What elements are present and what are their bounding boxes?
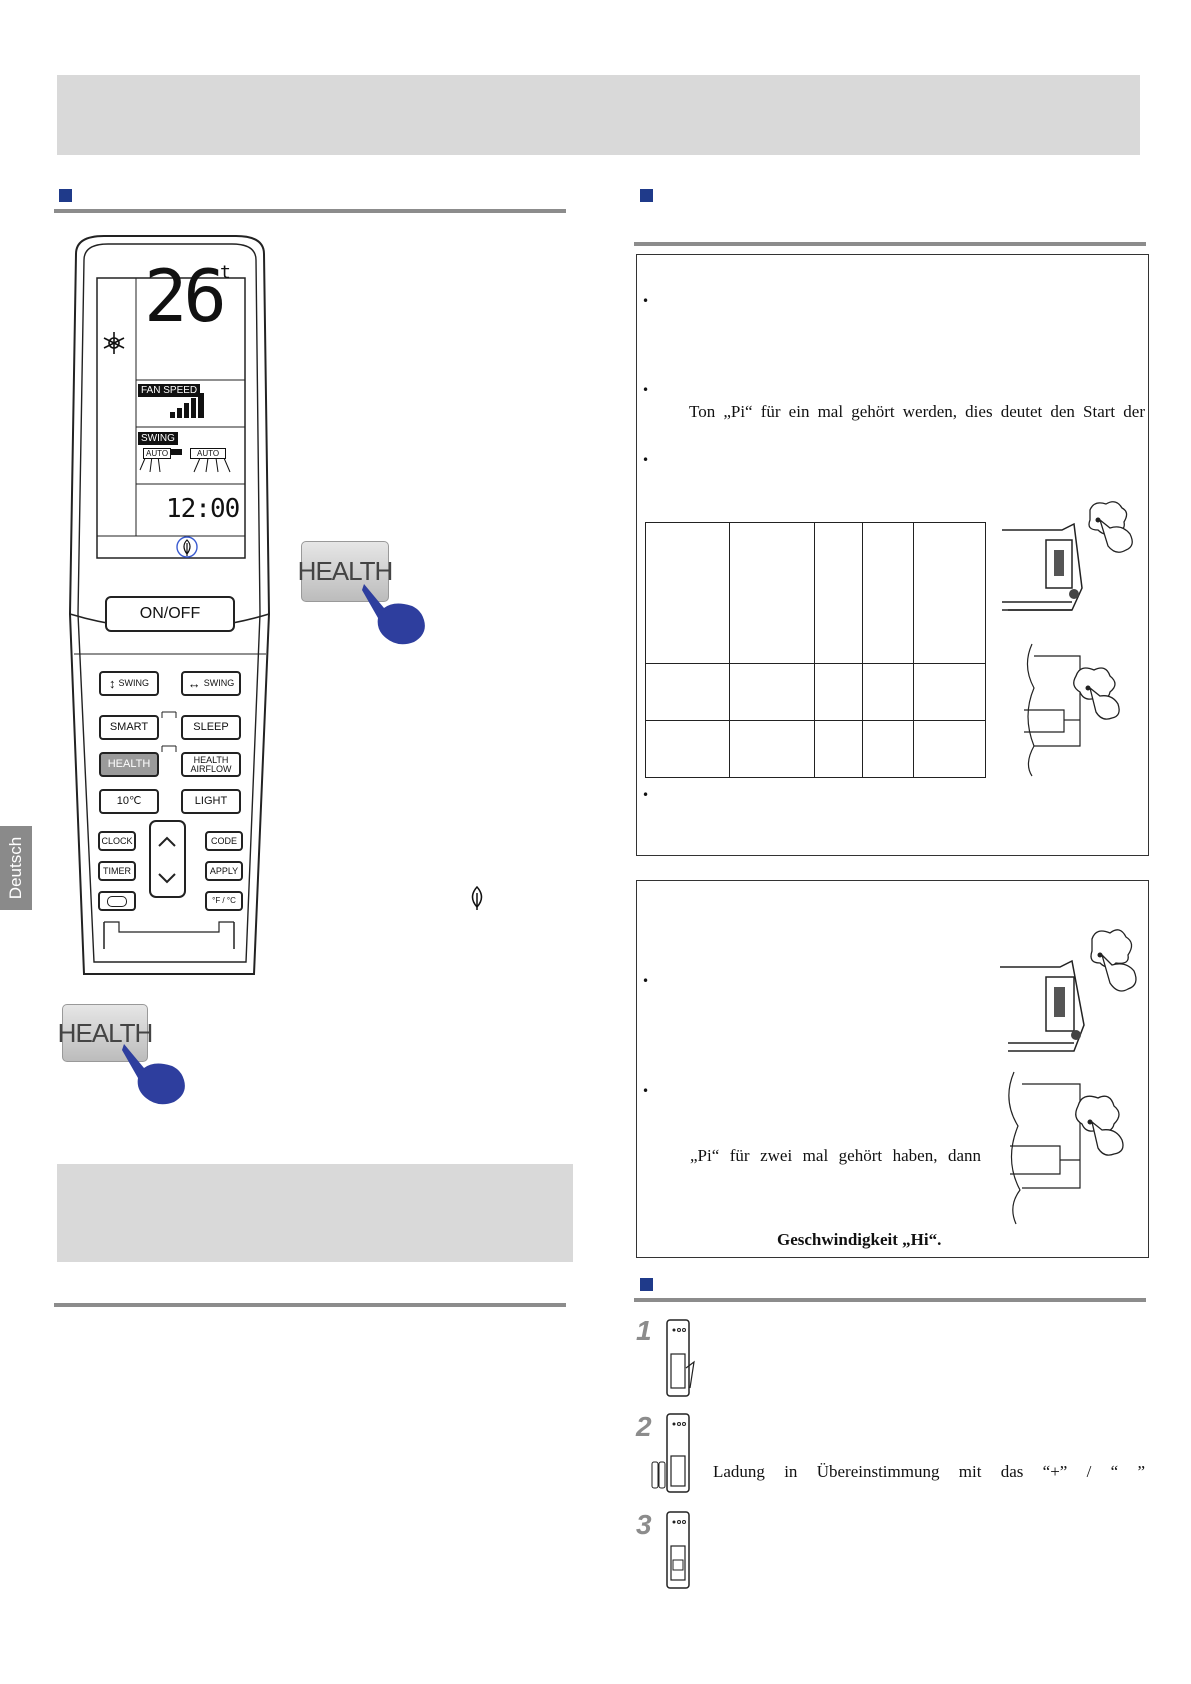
section-rule-left xyxy=(54,209,566,213)
health-airflow-button[interactable] xyxy=(181,752,241,777)
pointing-hand-icon xyxy=(362,582,430,646)
indoor-unit-side-illustration xyxy=(1000,1066,1146,1226)
section-rule-battery xyxy=(634,1298,1146,1302)
section-marker-left xyxy=(59,189,72,202)
lcd-unit: t xyxy=(220,262,231,283)
table-cell xyxy=(863,664,914,721)
oval-icon xyxy=(107,896,127,907)
swing-horizontal-button[interactable]: ↔ SWING xyxy=(181,671,241,696)
emergency-table xyxy=(645,522,986,778)
table-cell xyxy=(815,721,863,778)
swing-vertical-label: SWING xyxy=(118,678,149,688)
table-cell xyxy=(914,664,986,721)
test-run-bold-text: Geschwindigkeit „Hi“. xyxy=(777,1230,942,1249)
pointing-hand-icon xyxy=(122,1042,190,1106)
temp-up-button[interactable] xyxy=(150,821,185,859)
table-cell xyxy=(863,523,914,664)
health-button[interactable]: HEALTH xyxy=(99,752,159,777)
health-key-illustration-lower: HEALTH xyxy=(62,1004,148,1062)
emergency-text: Ton „Pi“ für ein mal gehört werden, dies deutet den Start der xyxy=(689,402,1145,421)
lcd-clock: 12:00 xyxy=(166,494,240,524)
section-marker-right xyxy=(640,189,653,202)
sleep-button[interactable]: SLEEP xyxy=(181,715,241,740)
table-cell xyxy=(914,721,986,778)
code-button[interactable]: CODE xyxy=(205,831,243,851)
lcd-swing-label: SWING xyxy=(138,432,178,445)
language-tab xyxy=(0,826,32,910)
swing-vertical-button[interactable]: ↕ SWING xyxy=(99,671,159,696)
remote-battery-illustration xyxy=(648,1412,698,1494)
health-key-illustration-upper: HEALTH xyxy=(301,541,389,602)
indoor-unit-button-illustration xyxy=(1000,925,1146,1065)
smart-button[interactable]: SMART xyxy=(99,715,159,740)
lcd-temperature: 26 xyxy=(144,254,223,338)
timer-button[interactable]: TIMER xyxy=(98,861,136,881)
table-cell xyxy=(863,721,914,778)
remote-back-illustration xyxy=(664,1318,696,1398)
table-cell xyxy=(646,664,730,721)
step-number: 1 xyxy=(636,1315,652,1346)
temp-down-button[interactable] xyxy=(150,859,185,897)
indoor-unit-button-illustration xyxy=(1002,498,1138,618)
language-label: Deutsch xyxy=(6,836,25,900)
remote-back-closed-illustration xyxy=(664,1510,696,1590)
temp-unit-button[interactable]: °F / °C xyxy=(205,891,243,911)
bullet: • xyxy=(642,788,650,802)
table-cell xyxy=(815,523,863,664)
battery-step-text: Ladung in Übereinstimmung mit das “+” / “ ” xyxy=(713,1462,1145,1481)
bullet: • xyxy=(642,1084,650,1098)
step-number: 3 xyxy=(636,1509,652,1540)
mode-oval-button[interactable] xyxy=(98,891,136,911)
table-cell xyxy=(730,721,815,778)
indoor-unit-side-illustration xyxy=(1002,636,1138,778)
table-cell xyxy=(914,523,986,664)
lcd-auto-right: AUTO xyxy=(190,448,226,459)
test-run-text: „Pi“ für zwei mal gehört haben, dann xyxy=(690,1146,981,1165)
table-cell xyxy=(815,664,863,721)
clock-button[interactable]: CLOCK xyxy=(98,831,136,851)
table-cell xyxy=(646,721,730,778)
bullet: • xyxy=(642,383,650,397)
lcd-auto-left: AUTO xyxy=(143,448,171,459)
table-cell xyxy=(730,664,815,721)
on-off-button[interactable]: ON/OFF xyxy=(105,596,235,632)
health-leaf-icon xyxy=(467,885,487,911)
section-rule-left-lower xyxy=(54,1303,566,1307)
table-cell xyxy=(730,523,815,664)
lcd-fan-speed-label: FAN SPEED xyxy=(138,384,200,397)
section-rule-right xyxy=(634,242,1146,246)
step-number: 2 xyxy=(636,1411,652,1442)
apply-button[interactable]: APPLY xyxy=(205,861,243,881)
remote-control xyxy=(64,234,276,980)
bullet: • xyxy=(642,453,650,467)
health-airflow-line1: HEALTH xyxy=(193,754,229,765)
swing-horizontal-label: SWING xyxy=(203,678,235,688)
header-band xyxy=(57,75,1140,155)
note-band xyxy=(57,1164,573,1262)
health-airflow-line2: AIRFLOW xyxy=(190,763,232,774)
ten-degree-button[interactable]: 10℃ xyxy=(99,789,159,814)
bullet: • xyxy=(642,294,650,308)
section-marker-battery xyxy=(640,1278,653,1291)
bullet: • xyxy=(642,974,650,988)
light-button[interactable]: LIGHT xyxy=(181,789,241,814)
table-cell xyxy=(646,523,730,664)
